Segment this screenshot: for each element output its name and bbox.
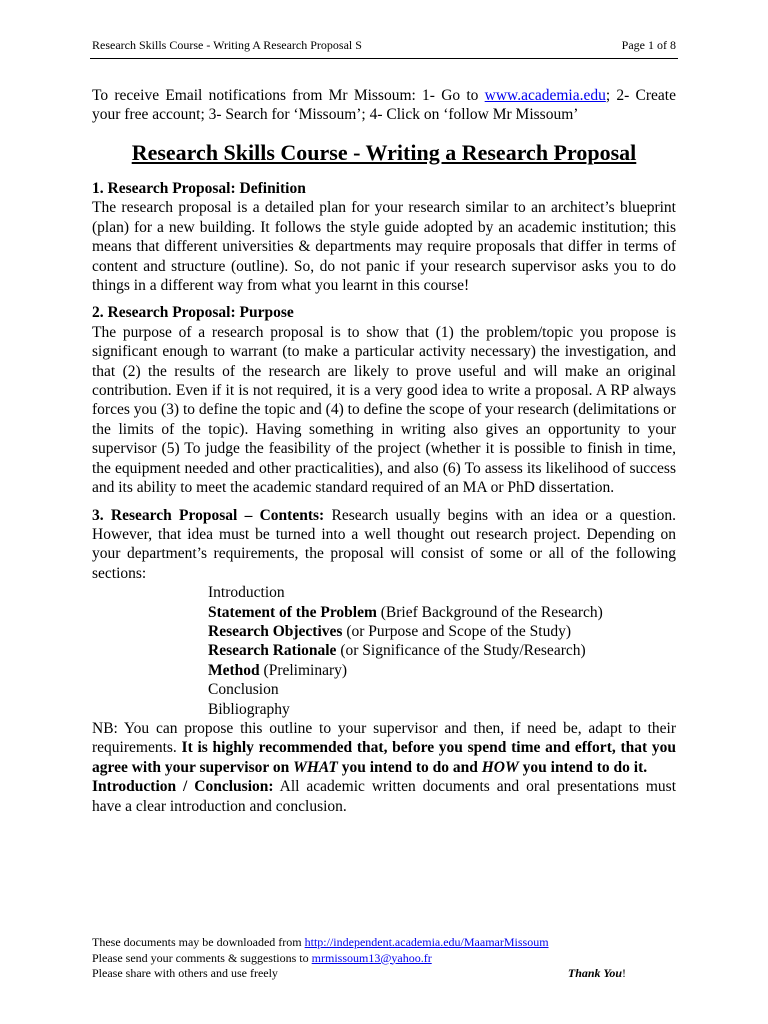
footer-line-3: Please share with others and use freely Thank You!	[92, 966, 626, 980]
page-header	[92, 38, 676, 53]
list-item: Bibliography	[208, 700, 290, 718]
intro-conclusion-paragraph: Introduction / Conclusion: All academic written documents and oral presentations must have a clear introduction and conclusion.	[92, 778, 677, 815]
header-divider	[90, 58, 678, 59]
academia-profile-link[interactable]: http://independent.academia.edu/MaamarMissoum	[304, 935, 549, 949]
list-item: Method (Preliminary)	[208, 661, 348, 679]
document-title: Research Skills Course - Writing a Research Proposal	[131, 140, 637, 165]
section-3-text: Research usually begins with an idea or a question. However, that idea must be turned into a well thought out research project. Depending on your department’s requirements, the proposal will consist of some or all of the following sections:	[92, 506, 676, 582]
notice-text-2: ; 2- Create your free account; 3- Search for ‘Missoum’; 4- Click on ‘follow Mr Missoum’	[92, 87, 676, 123]
section-1-text: The research proposal is a detailed plan for your research similar to an architect’s blueprint (plan) for a new building. It follows the style guide adopted by an academic institution; this means that different universities & departments may require proposals that differ in terms of content and structure (outline). So, do not panic if your research supervisor asks you to do things in a different way from what you learnt in this course!	[92, 199, 676, 295]
footer-line-2: Please send your comments & suggestions to mrmissoum13@yahoo.fr	[92, 950, 432, 965]
email-notice	[92, 86, 676, 124]
document-body	[92, 179, 676, 816]
thank-you: Thank You!	[567, 966, 626, 980]
section-2-text: The purpose of a research proposal is to show that (1) the problem/topic you propose is significant enough to warrant (to make a particular activity necessary) the investigation, and that (2) the results of the research are likely to prove useful and will make an original contribution. Even if it is not required, it is a very good idea to write a proposal. A RP always forces you (3) to define the topic and (4) to define the scope of your research (delimitations or the limits of the topic). Having something in writing also gives an opportunity to your supervisor (5) To judge the feasibility of the project (whether it is possible to finish in time, the equipment needed and other practicalities), and also (6) To assess its likelihood of success and its ability to meet the academic standard required of an MA or PhD dissertation.	[92, 323, 676, 497]
list-item: Statement of the Problem (Brief Background of the Research)	[208, 603, 603, 621]
email-link[interactable]: mrmissoum13@yahoo.fr	[311, 950, 432, 965]
footer-line-1: These documents may be downloaded from http://independent.academia.edu/MaamarMissoum	[92, 935, 549, 949]
section-3-intro	[92, 506, 676, 584]
section-3-heading: 3. Research Proposal – Contents:	[92, 506, 325, 524]
section-1-heading: 1. Research Proposal: Definition	[92, 180, 306, 197]
list-item: Conclusion	[208, 681, 279, 699]
list-item: Introduction	[208, 584, 285, 602]
list-item: Research Rationale (or Significance of the Study/Research)	[208, 642, 586, 660]
header-title: Research Skills Course - Writing A Research Proposal S	[92, 38, 362, 52]
page-number: Page 1 of 8	[621, 38, 676, 52]
list-item: Research Objectives (or Purpose and Scope of the Study)	[208, 622, 572, 640]
section-2-heading: 2. Research Proposal: Purpose	[92, 304, 294, 322]
nb-paragraph: NB: You can propose this outline to your supervisor and then, if need be, adapt to their requirements. It is highly recommended that, before you spend time and effort, that you agree with your supervisor on WHAT you intend to do and HOW you intend to do it.	[92, 719, 676, 776]
notice-text-1: To receive Email notifications from Mr Missoum: 1- Go to	[92, 87, 485, 104]
proposal-sections-list	[208, 583, 676, 719]
page-footer	[92, 935, 676, 982]
academia-link[interactable]: www.academia.edu	[484, 87, 606, 104]
